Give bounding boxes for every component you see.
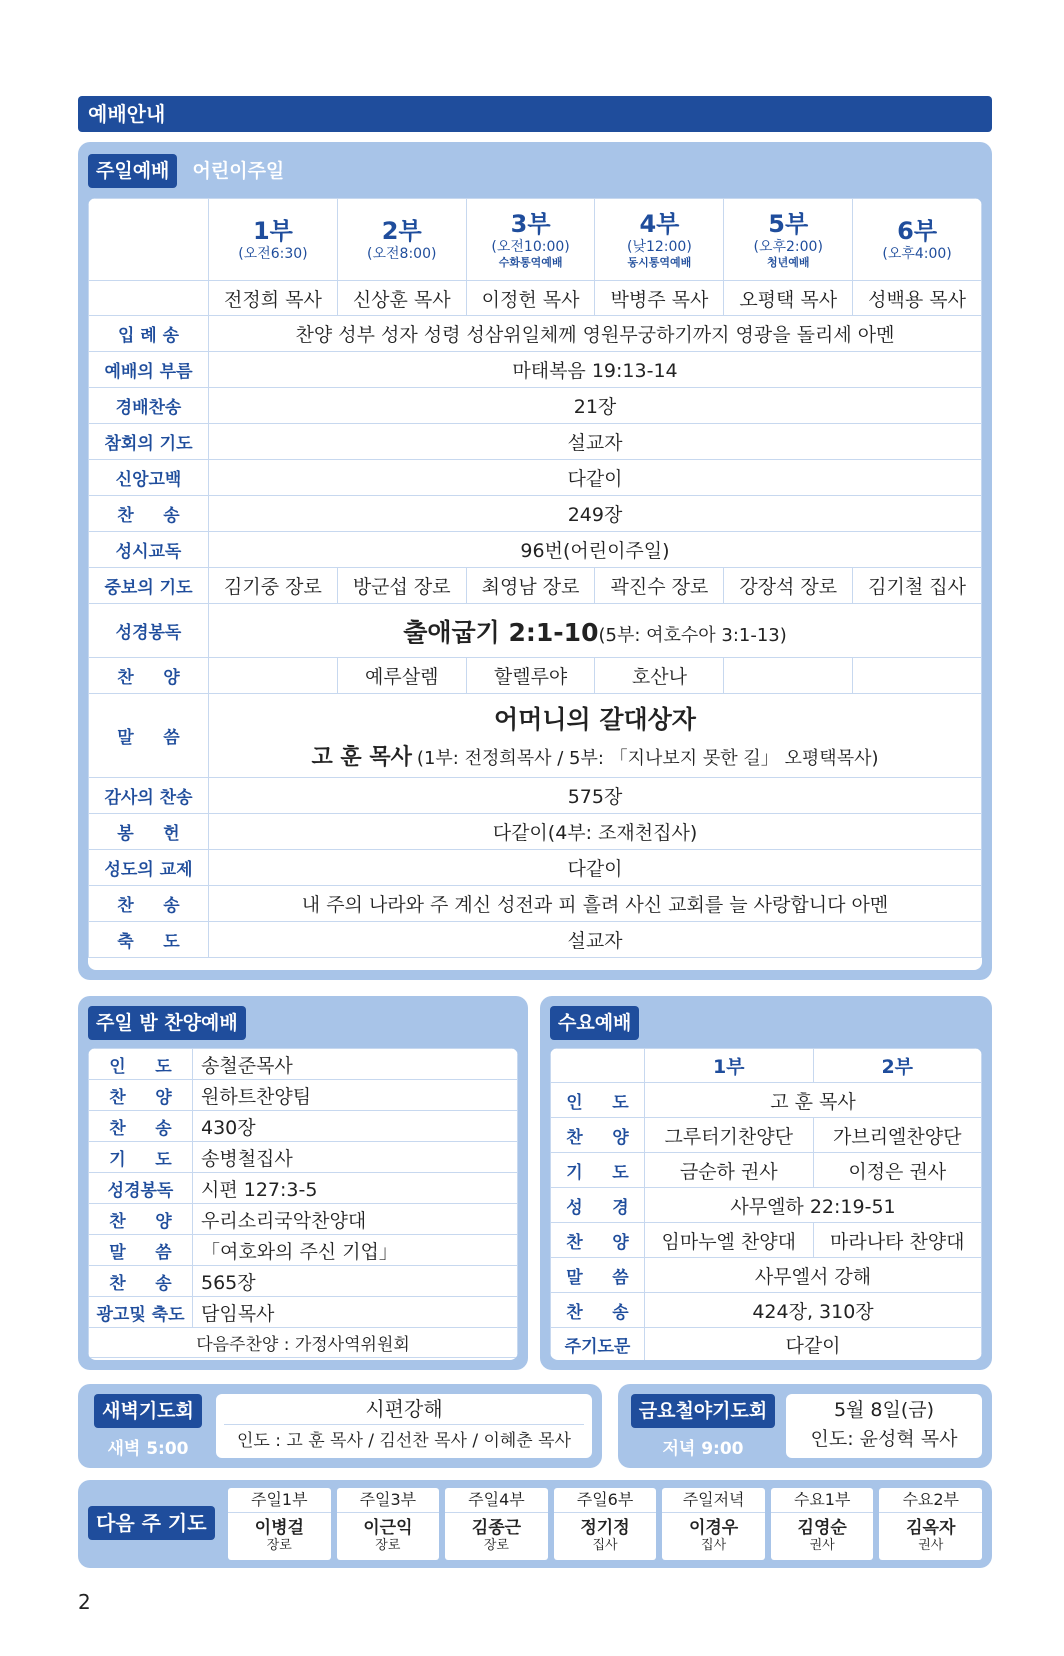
- sunday-worship-chip: 주일예배: [88, 154, 177, 188]
- order-row: 신앙고백 다같이: [89, 460, 982, 496]
- order-row: 경배찬송 21장: [89, 388, 982, 424]
- corner-cell: [89, 199, 209, 281]
- wed-header-row: 1부 2부: [551, 1049, 982, 1083]
- scripture-sub: (5부: 여호수아 3:1-13): [598, 624, 787, 646]
- dawn-time: 새벽 5:00: [107, 1439, 189, 1459]
- intercession-row: 중보의 기도 김기중 장로 방군섭 장로 최영남 장로 곽진수 장로 강장석 장로 김기철 집사: [89, 568, 982, 604]
- wednesday-table-wrap: [550, 1048, 982, 1360]
- order-row: 성경봉독 시편 127:3-5: [89, 1173, 518, 1204]
- friday-time: 저녁 9:00: [662, 1439, 744, 1459]
- intercessor: 방군섭 장로: [337, 568, 466, 604]
- sermon-note: (1부: 전정희목사 / 5부: 「지나보지 못한 길」 오평택목사): [416, 748, 879, 769]
- order-row: 찬 양 우리소리국악찬양대: [89, 1204, 518, 1235]
- prayer-item: 수요2부 김옥자 권사: [879, 1488, 982, 1560]
- prayer-item: 주일6부 정기정 집사: [554, 1488, 657, 1560]
- pastor-cell: 전정희 목사: [209, 281, 338, 316]
- pastor-cell: 박병주 목사: [595, 281, 724, 316]
- order-row: 찬 양 임마누엘 찬양대 마라나타 찬양대: [551, 1223, 982, 1258]
- friday-date: 5월 8일(금): [833, 1399, 935, 1421]
- intercessor: 최영남 장로: [466, 568, 595, 604]
- intercessor: 김기중 장로: [209, 568, 338, 604]
- friday-prayer-panel: [618, 1384, 992, 1468]
- order-row: 주기도문 다같이: [551, 1328, 982, 1361]
- order-row: 봉 헌 다같이(4부: 조재천집사): [89, 814, 982, 850]
- choir-cell: 호산나: [595, 658, 724, 694]
- prayer-item: 주일저녁 이경우 집사: [662, 1488, 765, 1560]
- choir-cell: 할렐루야: [466, 658, 595, 694]
- order-row: 축 도 설교자: [89, 922, 982, 958]
- service-col: 2부 (오전8:00): [337, 199, 466, 281]
- friday-leader: 인도: 윤성혁 목사: [810, 1428, 958, 1450]
- next-prayer-panel: [78, 1480, 992, 1568]
- sermon-title: 어머니의 갈대상자: [494, 705, 696, 734]
- sermon-preacher: 고 훈 목사: [311, 745, 412, 770]
- sermon-row: 말 씀 어머니의 갈대상자 고 훈 목사 (1부: 전정희목사 / 5부: 「지나보지 못한 길」 오평택목사): [89, 694, 982, 778]
- friday-prayer-chip: 금요철야기도회: [631, 1394, 775, 1428]
- prayer-item: 주일4부 김종근 장로: [445, 1488, 548, 1560]
- pastor-cell: 신상훈 목사: [337, 281, 466, 316]
- prayer-item: 주일3부 이근익 장로: [337, 1488, 440, 1560]
- service-col: 3부 (오전10:00) 수화통역예배: [466, 199, 595, 281]
- dawn-title: 시편강해: [224, 1394, 584, 1425]
- order-row: 참회의 기도 설교자: [89, 424, 982, 460]
- order-row: 감사의 찬송 575장: [89, 778, 982, 814]
- order-row: 찬 양 원하트찬양팀: [89, 1080, 518, 1111]
- sunday-worship-panel: [78, 142, 992, 980]
- service-col: 4부 (낮12:00) 동시통역예배: [595, 199, 724, 281]
- next-prayer-chip: 다음 주 기도: [88, 1506, 215, 1540]
- order-row: 말 씀 사무엘서 강해: [551, 1258, 982, 1293]
- sunday-evening-panel: [78, 996, 528, 1370]
- order-row: 말 씀 「여호와의 주신 기업」: [89, 1235, 518, 1266]
- corner-cell: [89, 281, 209, 316]
- service-col: 5부 (오후2:00) 청년예배: [724, 199, 853, 281]
- dawn-info: [216, 1394, 592, 1458]
- wednesday-panel: [540, 996, 992, 1370]
- service-header-row: [89, 199, 982, 281]
- next-week-anthem: 다음주찬양 : 가정사역위원회: [89, 1328, 518, 1358]
- order-row: 성 경 사무엘하 22:19-51: [551, 1188, 982, 1223]
- intercessor: 곽진수 장로: [595, 568, 724, 604]
- anthem-row: 찬 양 예루살렘 할렐루야 호산나: [89, 658, 982, 694]
- pastor-cell: 오평택 목사: [724, 281, 853, 316]
- evening-footer-row: [89, 1328, 518, 1358]
- order-row: 기 도 송병철집사: [89, 1142, 518, 1173]
- next-prayer-list: [228, 1488, 982, 1560]
- prayer-item: 주일1부 이병걸 장로: [228, 1488, 331, 1560]
- service-col: 6부 (오후4:00): [853, 199, 982, 281]
- pastor-cell: 이정헌 목사: [466, 281, 595, 316]
- order-row: 찬 송 내 주의 나라와 주 계신 성전과 피 흘려 사신 교회를 늘 사랑합니다 아멘: [89, 886, 982, 922]
- order-row: 성도의 교제 다같이: [89, 850, 982, 886]
- wednesday-order-table: [550, 1048, 982, 1360]
- service-col: 1부 (오전6:30): [209, 199, 338, 281]
- section-header: 예배안내: [78, 96, 992, 132]
- order-row: 기 도 금순하 권사 이정은 권사: [551, 1153, 982, 1188]
- pastor-cell: 성백용 목사: [853, 281, 982, 316]
- order-row: 찬 송 430장: [89, 1111, 518, 1142]
- order-row: 광고및 축도 담임목사: [89, 1297, 518, 1328]
- sunday-title-row: [88, 154, 284, 188]
- order-row: 인 도 송철준목사: [89, 1049, 518, 1080]
- order-row: 입 례 송 찬양 성부 성자 성령 성삼위일체께 영원무궁하기까지 영광을 돌리세 아멘: [89, 316, 982, 352]
- scripture-row: 성경봉독 출애굽기 2:1-10(5부: 여호수아 3:1-13): [89, 604, 982, 658]
- dawn-leaders: 인도 : 고 훈 목사 / 김선찬 목사 / 이혜춘 목사: [237, 1431, 571, 1451]
- order-row: 찬 송 249장: [89, 496, 982, 532]
- scripture-main: 출애굽기 2:1-10: [403, 617, 599, 647]
- evening-order-table: [88, 1048, 518, 1358]
- sunday-order-table: [88, 198, 982, 958]
- pastor-row: [89, 281, 982, 316]
- friday-info: [786, 1394, 982, 1458]
- order-row: 예배의 부름 마태복음 19:13-14: [89, 352, 982, 388]
- evening-table-wrap: [88, 1048, 518, 1360]
- sunday-evening-chip: 주일 밤 찬양예배: [88, 1006, 246, 1040]
- wednesday-chip: 수요예배: [550, 1006, 639, 1040]
- prayer-item: 수요1부 김영순 권사: [771, 1488, 874, 1560]
- sunday-subtitle: 어린이주일: [192, 160, 285, 182]
- order-row: 찬 송 565장: [89, 1266, 518, 1297]
- sunday-table-wrap: [88, 198, 982, 970]
- intercessor: 김기철 집사: [853, 568, 982, 604]
- order-row: 인 도 고 훈 목사: [551, 1083, 982, 1118]
- page-number: 2: [78, 1590, 91, 1614]
- choir-cell: 예루살렘: [337, 658, 466, 694]
- dawn-prayer-panel: [78, 1384, 602, 1468]
- intercessor: 강장석 장로: [724, 568, 853, 604]
- order-row: 찬 양 그루터기찬양단 가브리엘찬양단: [551, 1118, 982, 1153]
- order-row: 성시교독 96번(어린이주일): [89, 532, 982, 568]
- order-row: 찬 송 424장, 310장: [551, 1293, 982, 1328]
- dawn-prayer-chip: 새벽기도회: [94, 1394, 202, 1428]
